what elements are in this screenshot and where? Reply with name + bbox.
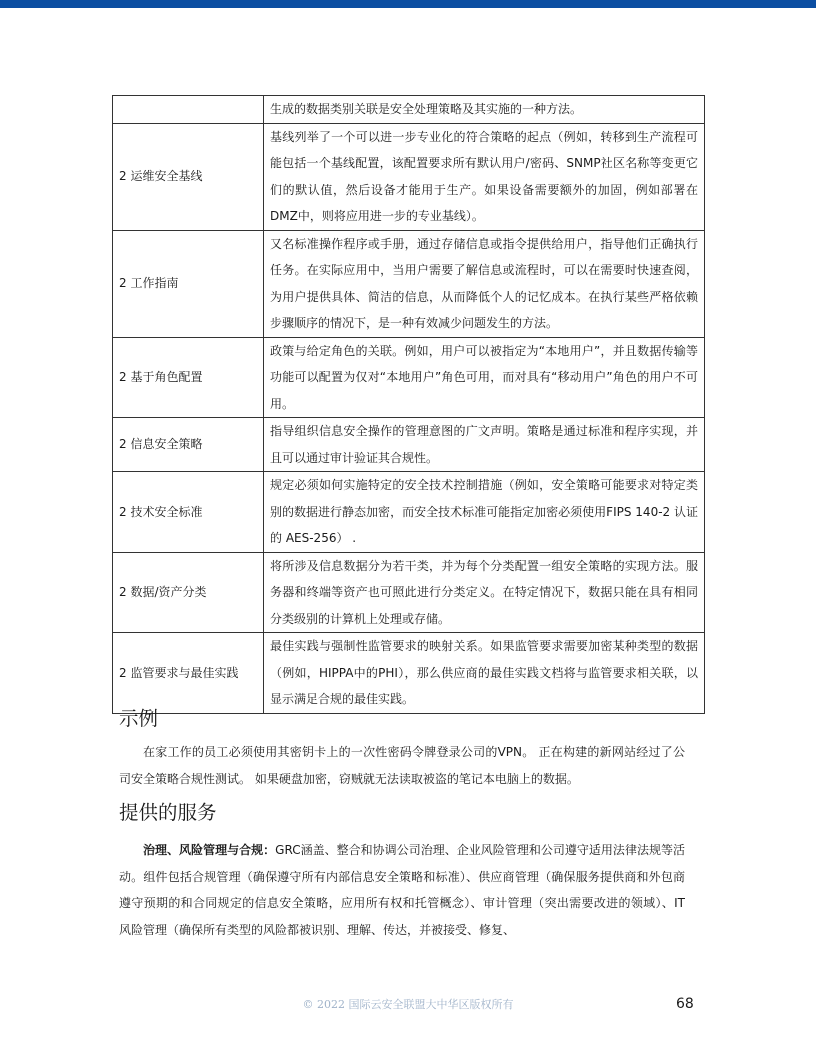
table-row: [113, 633, 705, 714]
definition-cell: 指导组织信息安全操作的管理意图的广文声明。策略是通过标准和程序实现，并且可以通过审计验证其合规性。: [264, 418, 705, 472]
definition-cell: 将所涉及信息数据分为若干类，并为每个分类配置一组安全策略的实现方法。服务器和终端等资产也可照此进行分类定义。在特定情况下，数据只能在具有相同分类级别的计算机上处理或存储。: [264, 552, 705, 633]
term-cell: [113, 96, 264, 124]
example-paragraph: 在家工作的员工必须使用其密钥卡上的一次性密码令牌登录公司的VPN。 正在构建的新网站经过了公司安全策略合规性测试。 如果硬盘加密，窃贼就无法读取被盗的笔记本电脑上的数据。: [119, 745, 685, 786]
term-cell: 2 运维安全基线: [113, 123, 264, 230]
term-cell: 2 数据/资产分类: [113, 552, 264, 633]
table-row: [113, 472, 705, 553]
table-row: [113, 418, 705, 472]
term-cell: 2 信息安全策略: [113, 418, 264, 472]
table-row: [113, 337, 705, 418]
term-cell: 2 技术安全标准: [113, 472, 264, 553]
definition-cell: 最佳实践与强制性监管要求的映射关系。如果监管要求需要加密某种类型的数据（例如，HIPPA中的PHI），那么供应商的最佳实践文档将与监管要求相关联，以显示满足合规的最佳实践。: [264, 633, 705, 714]
example-heading: 示例: [119, 707, 159, 730]
definition-cell: 生成的数据类别关联是安全处理策略及其实施的一种方法。: [264, 96, 705, 124]
top-brand-bar: [0, 0, 816, 8]
services-body: GRC涵盖、整合和协调公司治理、企业风险管理和公司遵守适用法律法规等活动。组件包括合规管理（确保遵守所有内部信息安全策略和标准）、供应商管理（确保服务提供商和外包商遵守预期的和合同规定的信息安全策略，应用所有权和托管概念）、审计管理（突出需要改进的领域）、IT 风险管理（确保所有类型的风险都被识别、理解、传达，并被接受、修复、: [119, 843, 685, 937]
table-row: [113, 230, 705, 337]
table-row: [113, 123, 705, 230]
definition-cell: 规定必须如何实施特定的安全技术控制措施（例如，安全策略可能要求对特定类别的数据进行静态加密，而安全技术标准可能指定加密必须使用FIPS 140-2 认证的 AES-256） .: [264, 472, 705, 553]
term-cell: 2 工作指南: [113, 230, 264, 337]
definition-cell: 基线列举了一个可以进一步专业化的符合策略的起点（例如，转移到生产流程可能包括一个基线配置，该配置要求所有默认用户/密码、SNMP社区名称等变更它们的默认值，然后设备才能用于生产。如果设备需要额外的加固，例如部署在DMZ中，则将应用进一步的专业基线）。: [264, 123, 705, 230]
term-cell: 2 基于角色配置: [113, 337, 264, 418]
services-lead: 治理、风险管理与合规：: [143, 843, 276, 857]
footer-copyright: © 2022 国际云安全联盟大中华区版权所有: [302, 998, 514, 1011]
terms-table: [112, 95, 705, 714]
definition-cell: 政策与给定角色的关联。例如，用户可以被指定为“本地用户”，并且数据传输等功能可以配置为仅对“本地用户”角色可用，而对具有“移动用户”角色的用户不可用。: [264, 337, 705, 418]
services-heading: 提供的服务: [119, 801, 217, 824]
page-number: 68: [676, 996, 694, 1012]
table-row: [113, 96, 705, 124]
term-cell: 2 监管要求与最佳实践: [113, 633, 264, 714]
services-paragraph: [119, 837, 685, 943]
definition-cell: 又名标准操作程序或手册，通过存储信息或指令提供给用户，指导他们正确执行任务。在实际应用中，当用户需要了解信息或流程时，可以在需要时快速查阅，为用户提供具体、简洁的信息，从而降低个人的记忆成本。在执行某些严格依赖步骤顺序的情况下，是一种有效减少问题发生的方法。: [264, 230, 705, 337]
table-row: [113, 552, 705, 633]
